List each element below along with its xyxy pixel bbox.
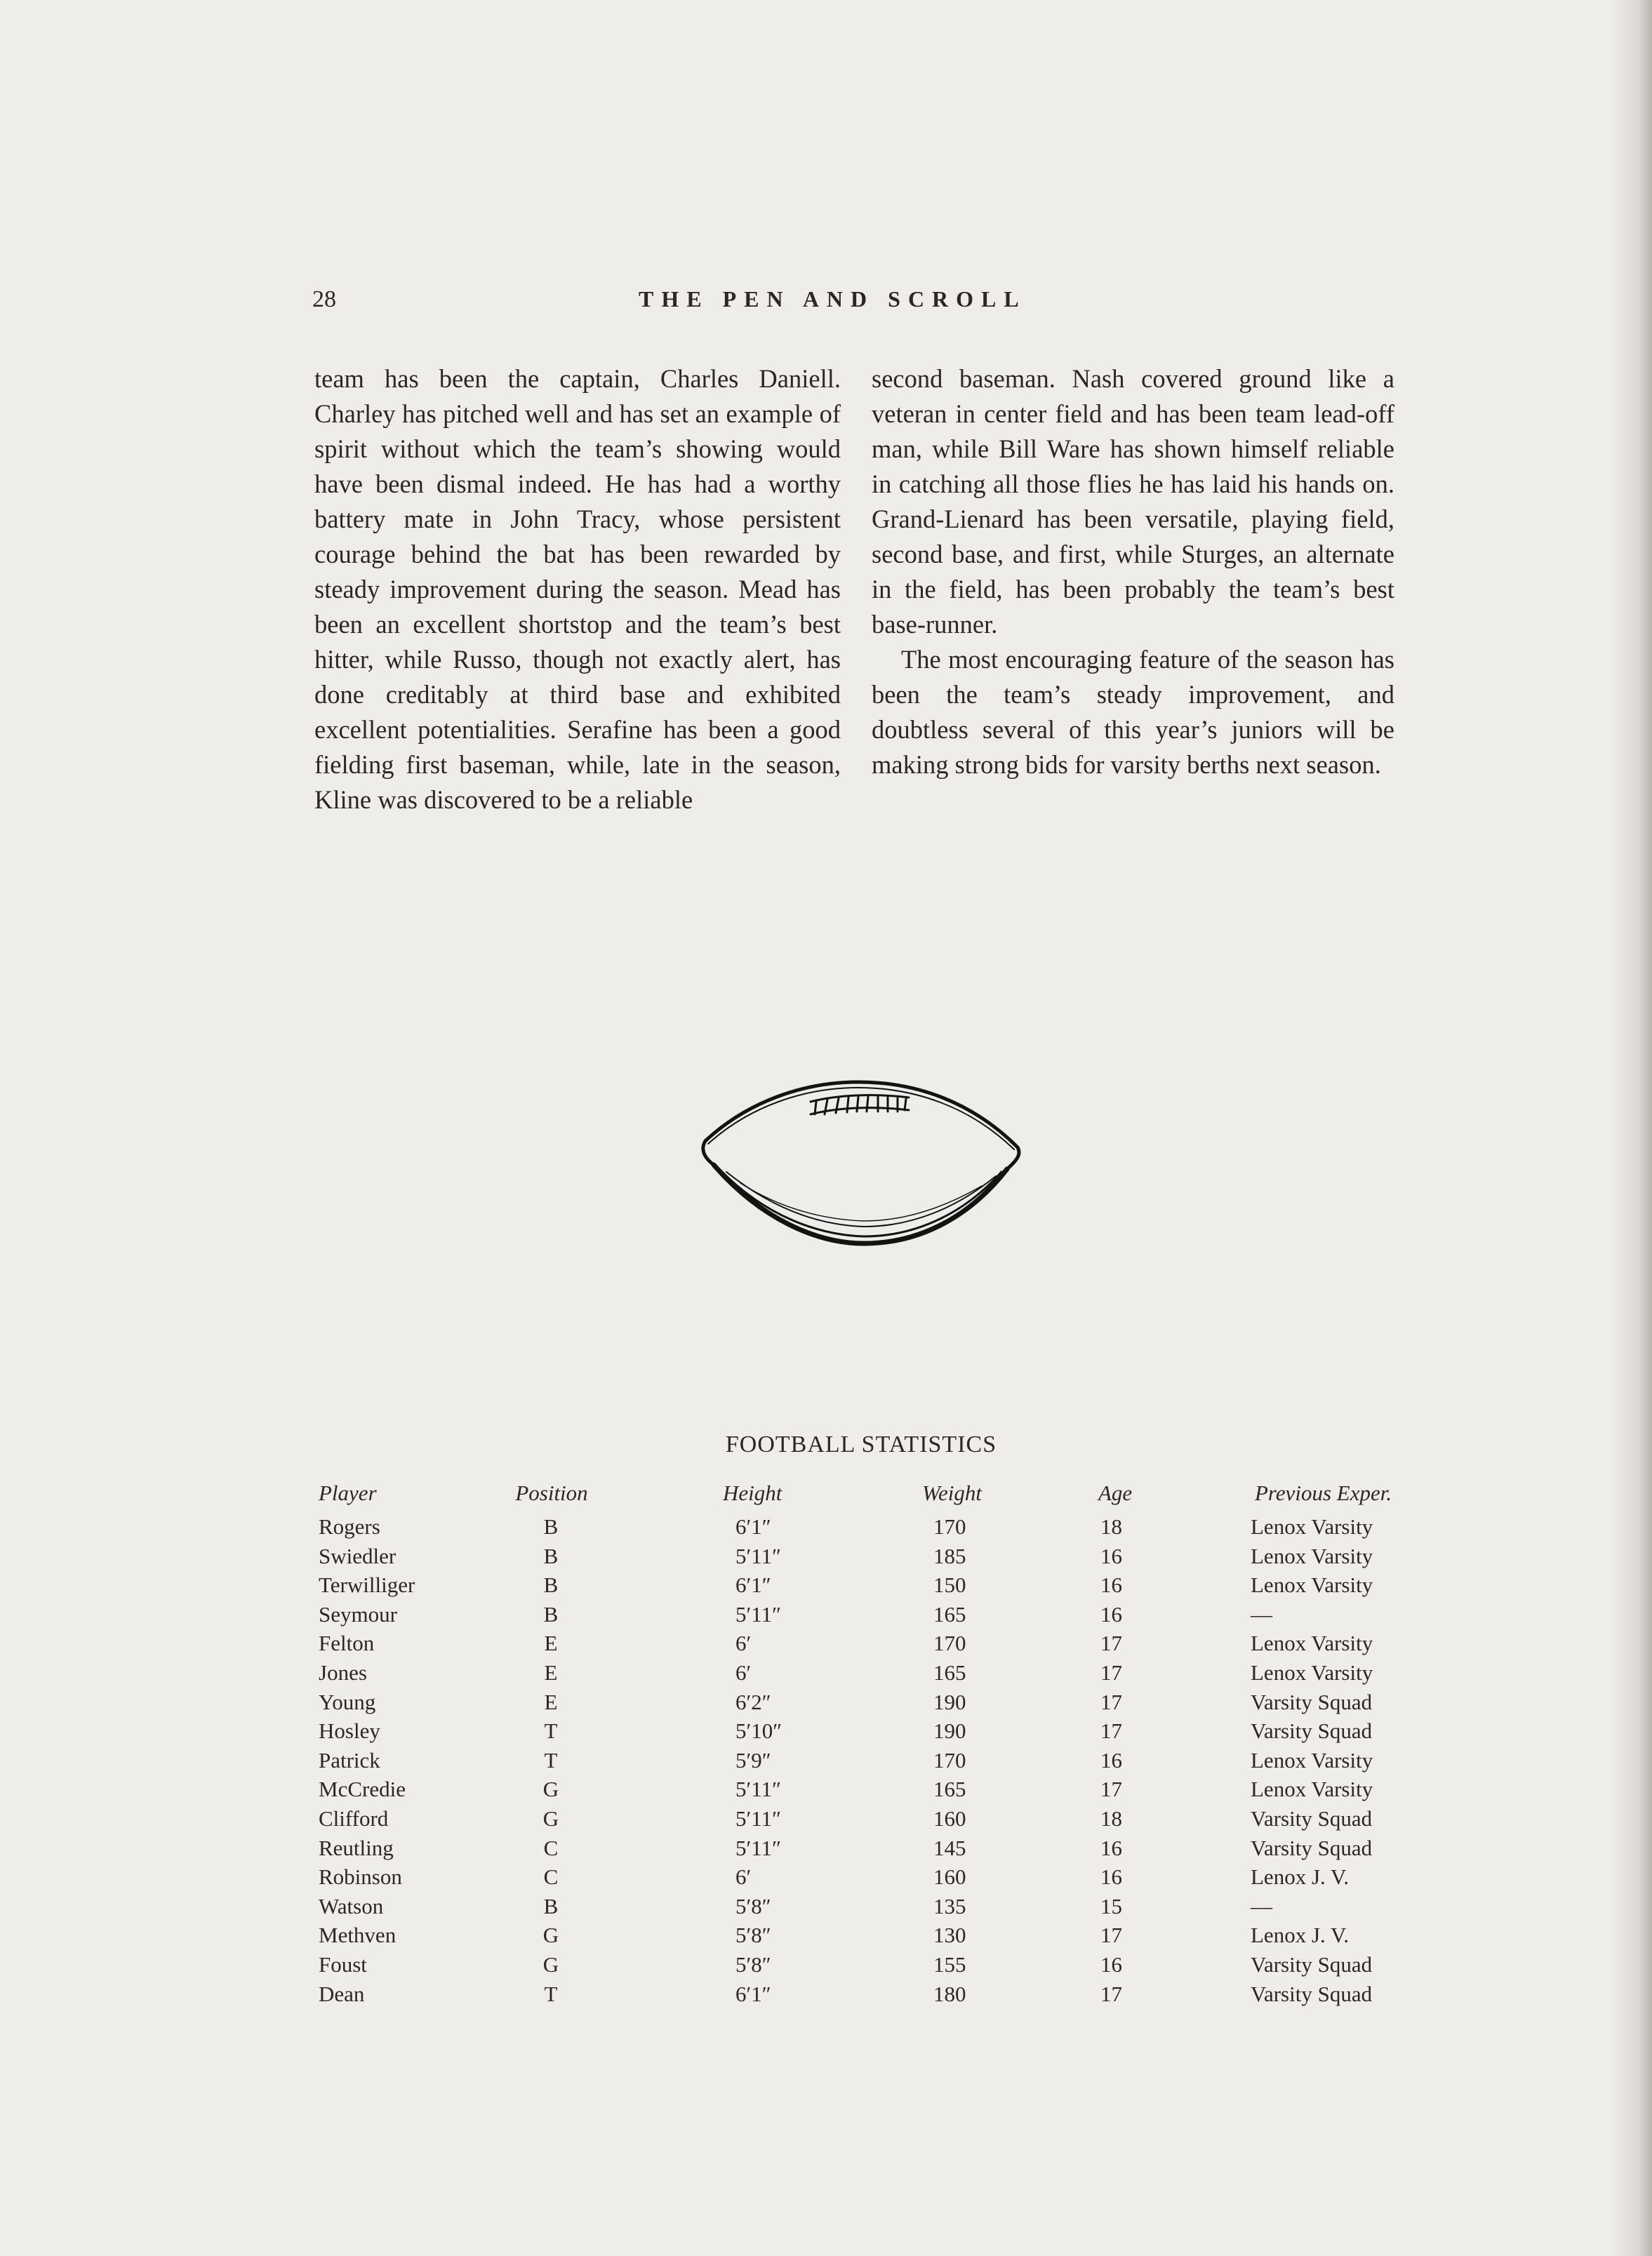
cell-player: Watson [319,1893,384,1918]
cell-previous-experience: Lenox Varsity [1251,1573,1373,1598]
cell-age: 16 [1100,1601,1122,1627]
page-header [312,286,1421,321]
cell-height: 5′11″ [735,1777,782,1802]
cell-previous-experience: Varsity Squad [1251,1806,1373,1831]
cell-weight: 150 [933,1573,966,1598]
cell-previous-experience: Lenox Varsity [1251,1543,1373,1568]
table-row: Watson B 5′8″ 135 15 — [319,1893,1272,1918]
cell-age: 17 [1100,1718,1122,1744]
cell-height: 5′11″ [735,1835,782,1860]
cell-height: 6′ [735,1631,752,1656]
cell-age: 16 [1100,1573,1122,1598]
cell-weight: 170 [933,1747,966,1773]
page-number: 28 [312,286,336,312]
cell-height: 5′10″ [735,1718,782,1744]
cell-height: 6′1″ [735,1981,771,2006]
cell-player: Swiedler [319,1543,397,1568]
cell-previous-experience: Lenox Varsity [1251,1660,1373,1685]
cell-age: 16 [1100,1747,1122,1773]
cell-age: 16 [1100,1543,1122,1568]
article-paragraph: second baseman. Nash covered ground like a veteran in center field and has been team lead-off man, while Bill Ware has shown himself reliable in catching all those flies he has laid his hands on. Grand-Lienard has been versatile, playing field, second base, and first, while Sturges, an alternate in the field, has been probably the team’s best base-runner. [872,364,1394,639]
cell-height: 6′ [735,1660,752,1685]
table-row: Robinson C 6′ 160 16 Lenox J. V. [319,1864,1350,1890]
cell-weight: 145 [933,1835,966,1860]
table-row: Felton E 6′ 170 17 Lenox Varsity [319,1631,1373,1656]
cell-height: 5′11″ [735,1543,782,1568]
cell-previous-experience: — [1251,1893,1272,1918]
cell-previous-experience: Varsity Squad [1251,1981,1373,2006]
cell-weight: 155 [933,1951,966,1977]
cell-player: McCredie [319,1777,406,1802]
header-height: Height [723,1481,782,1505]
table-row: Young E 6′2″ 190 17 Varsity Squad [319,1689,1373,1714]
cell-age: 17 [1100,1981,1122,2006]
cell-weight: 185 [933,1543,966,1568]
cell-player: Seymour [319,1601,397,1627]
cell-player: Hosley [319,1718,380,1744]
cell-player: Patrick [319,1747,380,1773]
table-row: Methven G 5′8″ 130 17 Lenox J. V. [319,1923,1350,1948]
cell-player: Dean [319,1981,365,2006]
cell-height: 6′1″ [735,1514,771,1539]
header-previous-experience: Previous Exper. [1255,1481,1392,1505]
cell-weight: 190 [933,1718,966,1744]
table-header-row: Player Position Height Weight Age Previous Exper. [319,1481,1392,1505]
cell-player: Foust [319,1951,367,1977]
cell-height: 5′11″ [735,1806,782,1831]
cell-previous-experience: — [1251,1601,1272,1627]
cell-age: 17 [1100,1660,1122,1685]
cell-age: 18 [1100,1806,1122,1831]
cell-height: 6′1″ [735,1573,771,1598]
cell-weight: 130 [933,1923,966,1948]
cell-age: 16 [1100,1864,1122,1890]
table-row: Clifford G 5′11″ 160 18 Varsity Squad [319,1806,1373,1831]
cell-age: 18 [1100,1514,1122,1539]
cell-player: Methven [319,1923,397,1948]
cell-player: Jones [319,1660,367,1685]
cell-height: 5′8″ [735,1951,771,1977]
running-title: THE PEN AND SCROLL [639,286,1027,312]
cell-player: Clifford [319,1806,389,1831]
cell-height: 6′ [735,1864,752,1890]
article-paragraph: The most encouraging feature of the season has been the team’s steady improvement, and doubtless several of this year’s juniors will be making strong bids for varsity berths next season. [872,645,1394,779]
table-row: McCredie G 5′11″ 165 17 Lenox Varsity [319,1777,1373,1802]
cell-previous-experience: Lenox Varsity [1251,1777,1373,1802]
article-right-column [872,361,1394,782]
cell-previous-experience: Varsity Squad [1251,1835,1373,1860]
football-icon [698,1067,1025,1256]
cell-weight: 160 [933,1806,966,1831]
header-age: Age [1098,1481,1133,1505]
cell-weight: 165 [933,1601,966,1627]
cell-previous-experience: Varsity Squad [1251,1718,1373,1744]
table-row: Reutling C 5′11″ 145 16 Varsity Squad [319,1835,1373,1860]
cell-player: Robinson [319,1864,402,1890]
cell-previous-experience: Lenox Varsity [1251,1514,1373,1539]
cell-previous-experience: Lenox J. V. [1251,1923,1350,1948]
cell-player: Reutling [319,1835,394,1860]
page-edge-shadow [1610,0,1652,2256]
cell-height: 5′9″ [735,1747,771,1773]
table-row: Jones E 6′ 165 17 Lenox Varsity [319,1660,1373,1685]
table-row: Hosley T 5′10″ 190 17 Varsity Squad [319,1718,1373,1744]
table-row: Foust G 5′8″ 155 16 Varsity Squad [319,1951,1373,1977]
cell-previous-experience: Varsity Squad [1251,1951,1373,1977]
article-paragraph: team has been the captain, Charles Daniell. Charley has pitched well and has set an example of spirit without which the team’s showing would have been dismal indeed. He has had a worthy battery mate in John Tracy, whose persistent courage behind the bat has been rewarded by steady improvement during the season. Mead has been an excellent shortstop and the team’s best hitter, while Russo, though not exactly alert, has done creditably at third base and exhibited excellent potentialities. Serafine has been a good fielding first baseman, while, late in the season, Kline was discovered to be a reliable [314,364,841,814]
cell-age: 17 [1100,1923,1122,1948]
cell-player: Young [319,1689,376,1714]
cell-player: Terwilliger [319,1573,415,1598]
table-row: Patrick T 5′9″ 170 16 Lenox Varsity [319,1747,1373,1773]
cell-weight: 170 [933,1631,966,1656]
cell-age: 15 [1100,1893,1122,1918]
cell-weight: 165 [933,1777,966,1802]
cell-player: Rogers [319,1514,380,1539]
cell-age: 17 [1100,1777,1122,1802]
cell-age: 16 [1100,1835,1122,1860]
cell-player: Felton [319,1631,375,1656]
cell-age: 17 [1100,1689,1122,1714]
cell-weight: 180 [933,1981,966,2006]
table-row: Rogers B 6′1″ 170 18 Lenox Varsity [319,1514,1373,1539]
cell-weight: 135 [933,1893,966,1918]
cell-height: 5′8″ [735,1893,771,1918]
cell-previous-experience: Lenox Varsity [1251,1631,1373,1656]
cell-height: 5′8″ [735,1923,771,1948]
cell-height: 5′11″ [735,1601,782,1627]
cell-previous-experience: Lenox Varsity [1251,1747,1373,1773]
cell-age: 16 [1100,1951,1122,1977]
table-title: FOOTBALL STATISTICS [725,1431,997,1457]
table-body [316,1514,1446,2010]
table-row: Terwilliger B 6′1″ 150 16 Lenox Varsity [319,1573,1373,1598]
table-row: Swiedler B 5′11″ 185 16 Lenox Varsity [319,1543,1373,1568]
cell-height: 6′2″ [735,1689,771,1714]
cell-weight: 165 [933,1660,966,1685]
cell-age: 17 [1100,1631,1122,1656]
header-player: Player [319,1481,377,1505]
header-weight: Weight [922,1481,982,1505]
cell-previous-experience: Varsity Squad [1251,1689,1373,1714]
football-statistics-table [316,1481,1446,2010]
article-left-column [314,361,841,817]
table-row: Dean T 6′1″ 180 17 Varsity Squad [319,1981,1373,2006]
table-row: Seymour B 5′11″ 165 16 — [319,1601,1272,1627]
cell-weight: 170 [933,1514,966,1539]
cell-weight: 190 [933,1689,966,1714]
cell-previous-experience: Lenox J. V. [1251,1864,1350,1890]
cell-weight: 160 [933,1864,966,1890]
